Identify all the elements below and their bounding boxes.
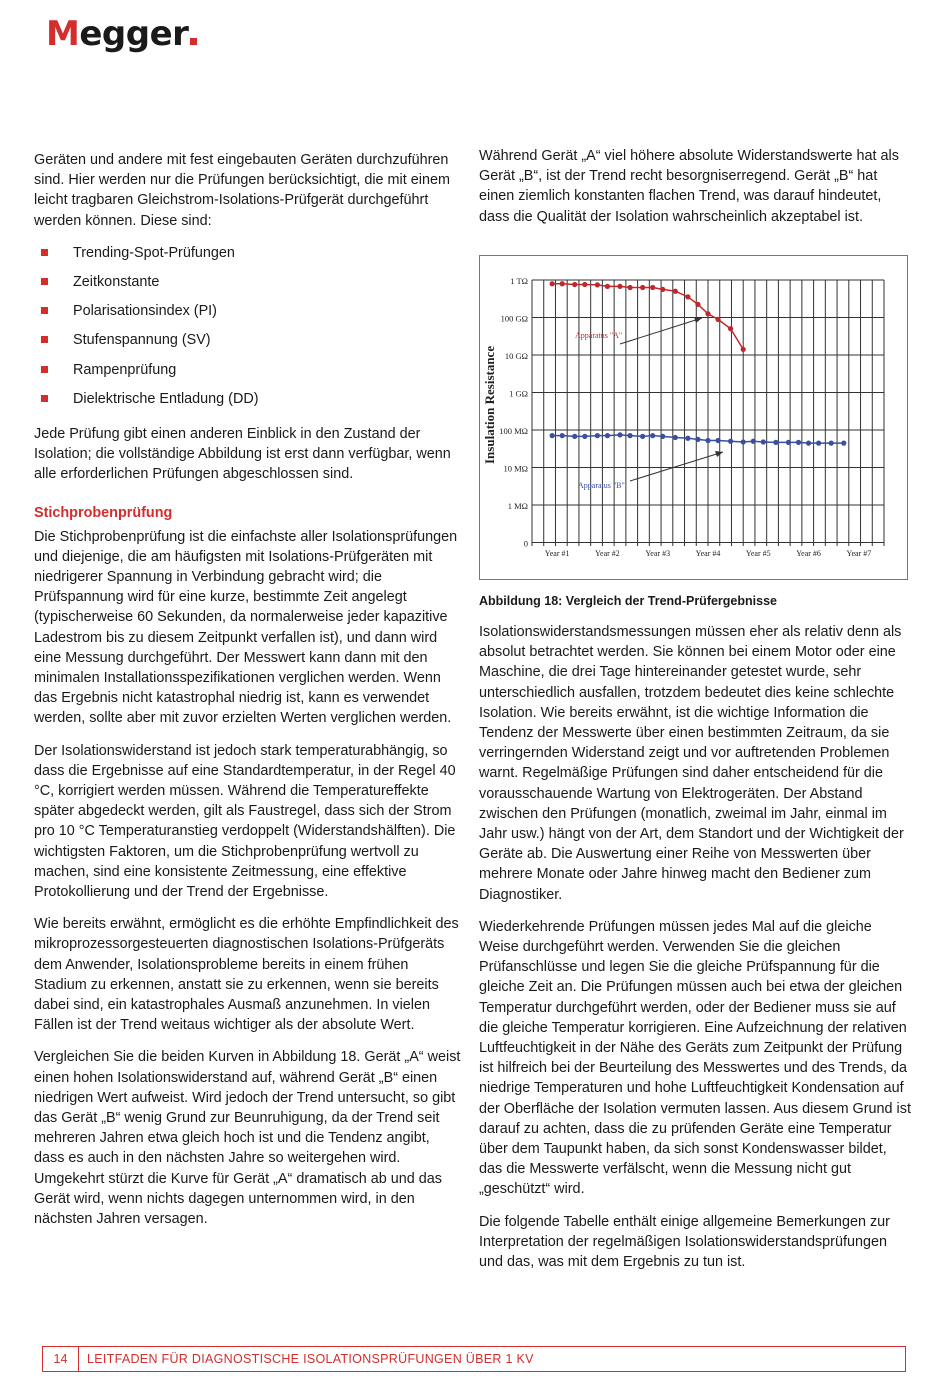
data-point [786,440,791,445]
data-point [605,433,610,438]
data-point [605,284,610,289]
x-tick-label: Year #4 [695,549,721,558]
y-tick-label: 100 MΩ [499,426,528,436]
data-point [715,438,720,443]
data-point [572,434,577,439]
data-point [685,294,690,299]
list-item: Trending-Spot-Prüfungen [34,243,464,272]
x-tick-label: Year #6 [796,549,821,558]
data-point [829,441,834,446]
data-point [617,284,622,289]
y-tick-label: 1 TΩ [510,276,528,286]
trend-chart [479,255,908,580]
data-point [572,282,577,287]
paragraph: Wiederkehrende Prüfungen müssen jedes Mal auf die gleiche Weise durchgeführt werden. Verwenden Sie die gleichen Prüfanschlüsse und legen Sie die gleiche Prüfspannung für die gleiche Zeit an. Die Prüfungen müssen auch bei etwa der gleichen Temperatur durchgeführt werden, oder der Bediener muss sie auf die gleiche Temperatur korrigieren. Eine Aufzeichnung der relativen Luftfeuchtigkeit in der Nähe des Geräts zum Zeitpunkt der Prüfung ist hilfreich bei der Beurteilung des Messwertes und des Trends, da niedrige Temperaturen und hohe Luftfeuchtigkeit Kondensation auf der Oberfläche der Isolation vermuten lassen. Aus diesem Grund ist darauf zu achten, dass die zu prüfenden Geräte eine Temperatur über dem Taupunkt haben, da sich sonst Kondenswasser bildet, das die Messwerte verfälscht, wenn die Messung nicht gut „geschützt“ wird. [479,918,911,1198]
data-point [751,439,756,444]
x-tick-label: Year #3 [645,549,671,558]
data-point [650,433,655,438]
data-point [660,287,665,292]
paragraph: Die Stichprobenprüfung ist die einfachste aller Isolationsprüfungen und diejenige, die am häufigsten mit Isolations-Prüfgeräten mit niedrigerer Spannung in Verbindung gebracht wird; die Prüfspannung wird für eine kurze, bestimmte Zeit angelegt (typischerweise 60 Sekunden, da normalerweise jeder kapazitive Ladestrom bis zu diesem Zeitpunkt verfallen ist), und dann wird eine Messung durchgeführt. Der Messwert kann dann mit den minimalen Installationsspezifikationen verglichen werden. Wenn das Ergebnis nicht katastrophal niedrig ist, kann es verwendet werden, sollte aber mit zuvor erzielten Werten verglichen werden. [34,528,458,727]
data-point [816,441,821,446]
y-tick-label: 10 MΩ [503,463,528,474]
footer-title: LEITFADEN FÜR DIAGNOSTISCHE ISOLATIONSPRÜFUNGEN ÜBER 1 KV [87,1352,534,1366]
left-column [34,150,464,1241]
data-point [673,435,678,440]
data-point [695,302,700,307]
page-footer [42,1346,906,1372]
list-item: Polarisationsindex (PI) [34,301,464,330]
data-point [627,433,632,438]
trend-chart-svg [480,256,907,579]
y-tick-label: 1 GΩ [509,388,528,399]
list-item: Rampenprüfung [34,360,464,389]
paragraph: Jede Prüfung gibt einen anderen Einblick in den Zustand der Isolation; die vollständige Abbildung ist erst dann verfügbar, wenn alle erforderlichen Prüfungen abgeschlossen sind. [34,425,451,483]
data-point [550,433,555,438]
legend-label-b: Apparatus "B" [578,481,625,490]
paragraph: Vergleichen Sie die beiden Kurven in Abbildung 18. Gerät „A“ weist einen hohen Isolationswiderstand auf, während Gerät „B“ einen niedrigen Wert aufweist. Wird jedoch der Trend untersucht, so gibt das Gerät „B“ wenig Grund zur Beunruhigung, da der Trend seit mehreren Jahren etwa gleich hoch ist und die Tendenz angibt, dass es auch in den nächsten Jahre so weitergehen wird. Umgekehrt stürzt die Kurve für Gerät „A“ dramatisch ab und das Gerät wird, wenn nichts dagegen unternommen wird, in den nächsten Jahren versagen. [34,1049,461,1228]
paragraph: Der Isolationswiderstand ist jedoch stark temperaturabhängig, so dass die Ergebnisse auf eine Standardtemperatur, in der Regel 40 °C, korrigiert werden müssen. Während die Temperatureffekte später abgedeckt werden, gilt als Faustregel, dass sich der Strom pro 10 °C Temperaturanstieg verdoppelt (Widerstandshälften). Die wichtigsten Faktoren, um die Stichprobenprüfung wertvoll zu machen, sind eine konsistente Zeitmessung, eine effektive Protokollierung und der Trend der Ergebnisse. [34,742,456,900]
data-point [627,285,632,290]
data-point [640,434,645,439]
data-point [560,433,565,438]
right-column-bottom [479,622,911,1284]
data-point [741,347,746,352]
data-point [741,439,746,444]
list-item: Stufenspannung (SV) [34,330,464,359]
y-tick-label: 1 MΩ [507,501,528,511]
data-point [796,440,801,445]
intro-paragraph: Geräten und andere mit fest eingebauten Geräten durchzuführen sind. Hier werden nur die Prüfungen berücksichtigt, die mit einem leicht tragbaren Gleichstrom-Isolations-Prüfgerät durchgeführt werden können. Diese sind: [34,152,450,229]
data-point [685,436,690,441]
data-point [705,311,710,316]
data-point [650,285,655,290]
paragraph: Isolationswiderstandsmessungen müssen eher als relativ denn als absolut betrachtet werden. Sie können bei einem Motor oder eine Maschine, die drei Tage hintereinander getestet wurde, sehr unterschiedlich ausfallen, trotzdem bedeutet dies keine schlechte Isolation. Wie bereits erwähnt, ist die wichtige Information die Tendenz der Messwerte über einen bestimmten Zeitraum, da sie verringernden Widerstand zeigt und vor auftretenden Problemen warnt. Regelmäßige Prüfungen sind daher entscheidend für die vorausschauende Wartung von Elektrogeräten. Der Abstand zwischen den Prüfungen (monatlich, zweimal im Jahr, einmal im Jahr usw.) hängt von der Art, dem Standort und der Wichtigkeit der Geräte ab. Die Auswertung einer Reihe von Messwerten über mehrere Monate oder Jahre hinweg macht den Bediener zum Diagnostiker. [479,624,904,903]
data-point [728,439,733,444]
data-point [550,281,555,286]
x-tick-label: Year #2 [595,549,620,558]
page-number: 14 [43,1347,79,1371]
data-point [715,317,720,322]
figure-caption: Abbildung 18: Vergleich der Trend-Prüfergebnisse [479,594,777,608]
section-heading: Stichprobenprüfung [34,504,173,521]
data-point [617,432,622,437]
data-point [705,438,710,443]
data-point [595,433,600,438]
data-point [806,441,811,446]
list-item: Zeitkonstante [34,272,464,301]
data-point [640,285,645,290]
data-point [673,289,678,294]
data-point [728,326,733,331]
y-tick-label: 10 GΩ [504,351,528,361]
paragraph: Wie bereits erwähnt, ermöglicht es die erhöhte Empfindlichkeit des mikroprozessorgesteuerten diagnostischen Isolations-Prüfgeräts dem Anwender, Isolationsprobleme bereits in einem frühen Stadium zu erkennen, anstatt sie zu erkennen, wenn sie bereits dabei sind, ein katastrophales Ausmaß anzunehmen. In vielen Fällen ist der Trend weitaus wichtiger als der absolute Wert. [34,916,459,1034]
x-tick-label: Year #1 [544,549,570,558]
legend-label-a: Apparatus "A" [575,331,623,340]
data-point [595,282,600,287]
y-tick-label: 0 [523,538,528,549]
paragraph: Die folgende Tabelle enthält einige allgemeine Bemerkungen zur Interpretation der regelmäßigen Isolationswiderstandsprüfungen und das, was mit dem Ergebnis zu tun ist. [479,1213,890,1271]
data-point [695,437,700,442]
data-point [761,439,766,444]
x-tick-label: Year #7 [846,549,872,558]
data-point [560,281,565,286]
data-point [841,441,846,446]
megger-logo: Megger [46,14,197,54]
paragraph: Während Gerät „A“ viel höhere absolute Widerstandswerte hat als Gerät „B“, ist der Trend recht besorgniserregend. Gerät „B“ hat einen ziemlich konstanten flachen Trend, was darauf hindeutet, dass die Qualität der Isolation wahrscheinlich akzeptabel ist. [479,148,899,225]
y-tick-label: 100 GΩ [500,313,528,324]
data-point [660,434,665,439]
list-item: Dielektrische Entladung (DD) [34,389,464,418]
data-point [582,282,587,287]
data-point [773,440,778,445]
test-list [34,243,464,418]
right-column-top [479,146,911,239]
y-axis-label: Insulation Resistance [482,345,497,464]
x-tick-label: Year #5 [745,549,771,558]
data-point [582,434,587,439]
